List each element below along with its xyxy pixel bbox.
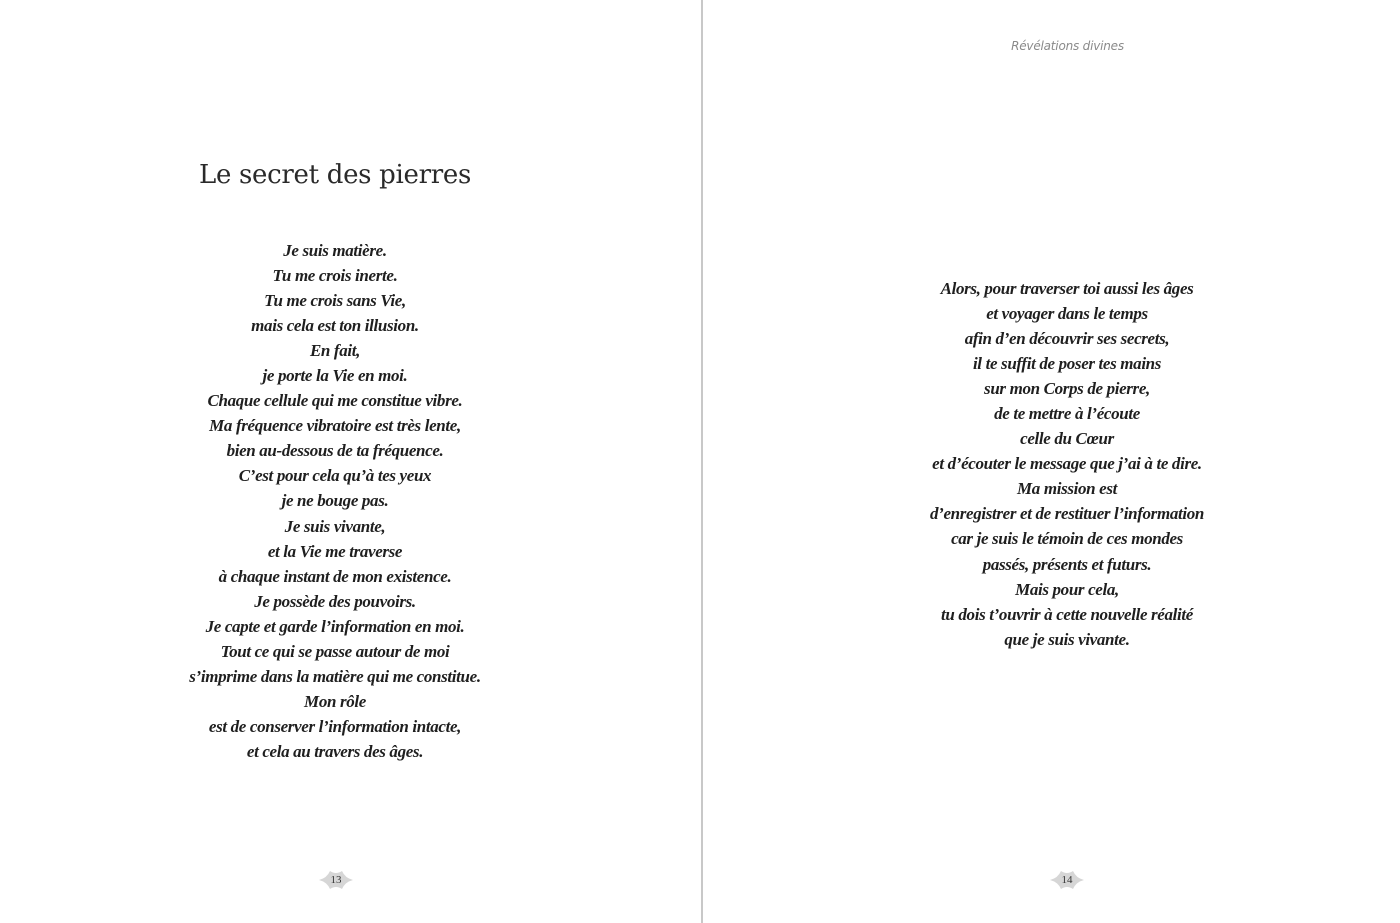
poem-line: Mon rôle [304,691,366,711]
poem-line: C’est pour cela qu’à tes yeux [238,466,432,486]
poem-line: Alors, pour traverser toi aussi les âges [940,279,1194,298]
poem-line: il te suffit de poser tes mains [972,354,1162,374]
poem-line: passés, présents et futurs. [982,554,1152,574]
poem-line: Je possède des pouvoirs. [254,591,416,611]
poem-line: car je suis le témoin de ces mondes [951,529,1183,549]
poem-line: bien au-dessous de ta fréquence. [226,441,444,461]
poem-line: et la Vie me traverse [267,541,403,561]
page-number-right-label: 14 [1061,874,1073,886]
poem-line: s’imprime dans la matière qui me constitue. [189,666,481,686]
poem-line: Je suis matière. [283,241,387,260]
poem-line: à chaque instant de mon existence. [218,566,452,586]
left-poem [135,238,535,764]
poem-line: de te mettre à l’écoute [994,404,1140,424]
right-page [704,0,1400,923]
poem-line: celle du Cœur [1020,429,1114,449]
poem-line: et cela au travers des âges. [246,741,424,761]
poem-line: je porte la Vie en moi. [262,366,408,386]
poem-line: mais cela est ton illusion. [251,316,419,336]
page-number-left [316,866,356,894]
poem-line: et d’écouter le message que j’ai à te dire. [932,454,1202,474]
poem-line: afin d’en découvrir ses secrets, [964,329,1170,349]
poem-line: Je capte et garde l’information en moi. [205,616,465,636]
poem-line: Tout ce qui se passe autour de moi [220,641,450,661]
poem-line: tu dois t’ouvrir à cette nouvelle réalité [941,604,1193,624]
running-head: Révélations divines [1011,39,1124,53]
poem-line: Mais pour cela, [1015,579,1119,599]
poem-line: que je suis vivante. [1004,629,1130,649]
poem-line: En fait, [309,341,361,361]
poem-line: et voyager dans le temps [986,304,1148,324]
page-number-left-label: 13 [330,874,342,886]
poem-line: Tu me crois sans Vie, [264,291,406,311]
poem-line: Je suis vivante, [284,516,386,536]
poem-line: Ma mission est [1017,479,1117,499]
right-poem [867,276,1267,652]
poem-line: d’enregistrer et de restituer l’information [930,504,1204,524]
poem-line: Chaque cellule qui me constitue vibre. [207,391,463,411]
poem-line: Tu me crois inerte. [272,266,398,286]
poem-line: Ma fréquence vibratoire est très lente, [209,416,461,436]
page-number-right [1047,866,1087,894]
poem-line: je ne bouge pas. [281,491,389,511]
poem-line: est de conserver l’information intacte, [208,716,462,736]
book-gutter [701,0,703,923]
chapter-title: Le secret des pierres [198,160,471,190]
poem-line: sur mon Corps de pierre, [984,379,1150,399]
